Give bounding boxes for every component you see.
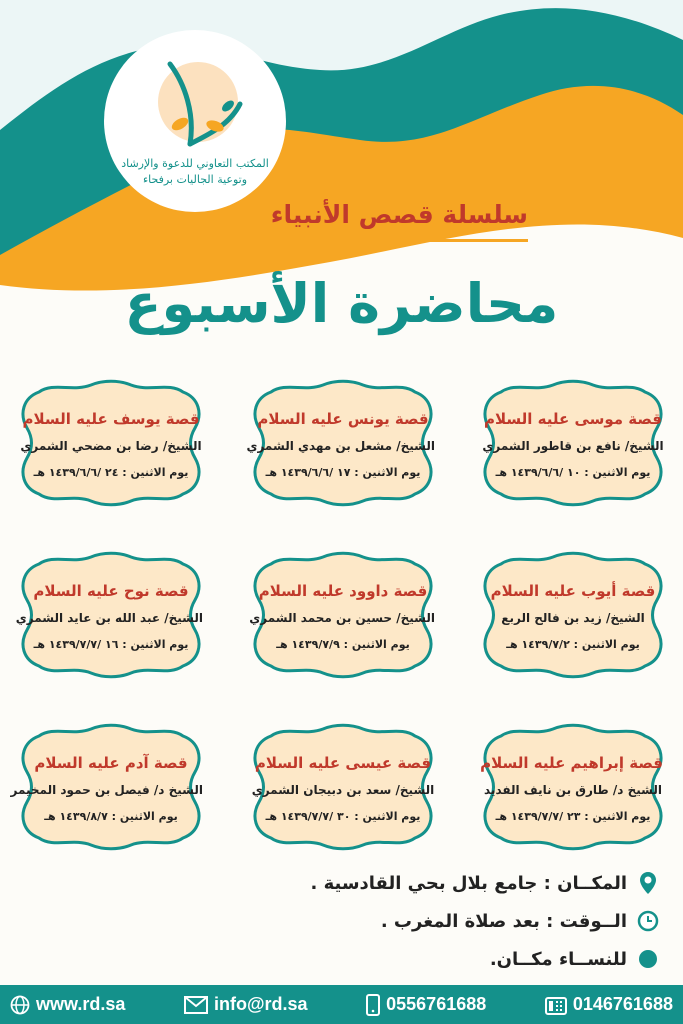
lecture-date: يوم الاثنين : ٢٣ /١٤٣٩/٧/٧ هـ <box>495 810 651 823</box>
lecture-date: يوم الاثنين : ١٤٣٩/٧/٢ هـ <box>506 638 640 651</box>
lecture-title: قصة إبراهيم عليه السلام <box>480 754 663 772</box>
footer-website[interactable] <box>10 994 125 1015</box>
lecture-sheikh: الشيخ/ نافع بن قاطور الشمري <box>482 439 664 453</box>
lecture-title: قصة يونس عليه السلام <box>257 410 429 428</box>
lecture-title: قصة أيوب عليه السلام <box>490 582 656 600</box>
lecture-sheikh: الشيخ د/ فيصل بن حمود المخيمر <box>10 783 203 797</box>
lecture-date: يوم الاثنين : ١٧ /١٤٣٩/٦/٦ هـ <box>265 466 421 479</box>
dot-icon <box>637 948 659 970</box>
logo-icon <box>140 44 250 154</box>
mobile-phone-icon <box>366 994 380 1016</box>
info-women <box>490 948 659 970</box>
fax-phone-icon <box>545 995 567 1015</box>
organization-name <box>104 156 286 188</box>
phone-text: 0146761688 <box>572 994 673 1014</box>
page-title: محاضرة الأسبوع <box>124 272 559 335</box>
lecture-card-musa <box>475 378 671 508</box>
lecture-sheikh: الشيخ د/ طارق بن نايف الفديد <box>484 783 662 797</box>
footer-email[interactable] <box>184 994 308 1015</box>
footer-phone[interactable] <box>545 994 673 1015</box>
location-pin-icon <box>637 872 659 894</box>
email-text: info@rd.sa <box>213 994 308 1014</box>
lecture-sheikh: الشيخ/ مشعل بن مهدي الشمري <box>246 439 435 453</box>
lecture-title: قصة آدم عليه السلام <box>34 754 188 772</box>
lecture-title: قصة عيسى عليه السلام <box>254 754 432 772</box>
website-text: www.rd.sa <box>36 994 126 1014</box>
lecture-card-ayyub <box>475 550 671 680</box>
lecture-date: يوم الاثنين : ٢٤ /١٤٣٩/٦/٦ هـ <box>33 466 189 479</box>
lecture-card-adam <box>10 722 209 852</box>
mobile-text: 0556761688 <box>386 994 487 1014</box>
org-line-1: المكتب التعاوني للدعوة والإرشاد <box>121 157 269 170</box>
lecture-title: قصة موسى عليه السلام <box>484 410 662 428</box>
lecture-sheikh: الشيخ/ رضا بن مضحي الشمري <box>20 439 202 453</box>
lecture-title: قصة نوح عليه السلام <box>33 582 189 600</box>
series-title: سلسلة قصص الأنبياء <box>270 200 528 229</box>
org-line-2: وتوعية الجاليات برفحاء <box>142 173 248 186</box>
contact-footer <box>0 985 683 1024</box>
time-text: الــوقت : بعد صلاة المغرب . <box>380 910 627 932</box>
envelope-icon <box>184 996 208 1014</box>
lecture-title: قصة داوود عليه السلام <box>258 582 428 600</box>
lecture-sheikh: الشيخ/ سعد بن دبيجان الشمري <box>251 783 435 797</box>
lecture-card-isa <box>245 722 441 852</box>
lecture-title: قصة يوسف عليه السلام <box>22 410 200 428</box>
lecture-date: يوم الاثنين : ١٤٣٩/٨/٧ هـ <box>44 810 178 823</box>
lecture-card-yunus <box>245 378 441 508</box>
lecture-card-yusuf <box>13 378 209 508</box>
lecture-sheikh: الشيخ/ عبد الله بن عايد الشمري <box>15 611 203 625</box>
info-time <box>381 910 659 932</box>
lecture-date: يوم الاثنين : ١٠ /١٤٣٩/٦/٦ هـ <box>495 466 651 479</box>
info-place <box>310 872 659 894</box>
lecture-card-dawud <box>245 550 441 680</box>
footer-mobile[interactable] <box>366 994 486 1016</box>
lecture-sheikh: الشيخ/ زيد بن فالح الربع <box>501 611 645 625</box>
women-text: للنســاء مكــان. <box>489 948 627 970</box>
lecture-card-nuh <box>13 550 209 680</box>
lecture-date: يوم الاثنين : ٣٠ /١٤٣٩/٧/٧ هـ <box>265 810 421 823</box>
lecture-date: يوم الاثنين : ١٤٣٩/٧/٩ هـ <box>276 638 410 651</box>
clock-icon <box>637 910 659 932</box>
lecture-sheikh: الشيخ/ حسين بن محمد الشمري <box>249 611 435 625</box>
lecture-date: يوم الاثنين : ١٦ /١٤٣٩/٧/٧ هـ <box>33 638 189 651</box>
globe-icon <box>10 995 30 1015</box>
lecture-card-ibrahim <box>475 722 671 852</box>
place-text: المكــان : جامع بلال بحي القادسية . <box>310 872 627 894</box>
series-underline <box>283 239 528 242</box>
